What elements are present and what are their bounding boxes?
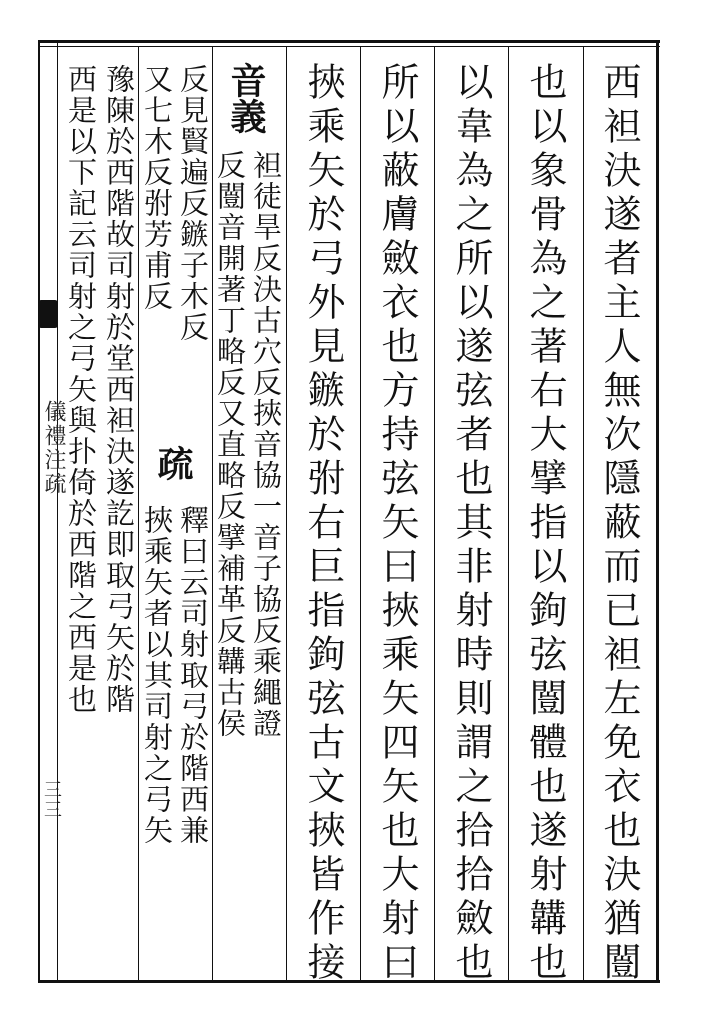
shu-column-e: 挾乘矢者以其司射之弓矢	[140, 505, 174, 846]
left-border	[38, 40, 40, 983]
fore-edge-line	[57, 40, 58, 983]
text-column-5: 挾乘矢於弓外見鏃於弣右巨指鉤弦古文挾皆作接	[301, 62, 345, 986]
column-divider	[360, 46, 361, 980]
book-title: 儀禮注疏	[41, 400, 66, 496]
top-border	[38, 40, 660, 43]
column-divider	[434, 46, 435, 980]
page-number: 三三	[41, 780, 62, 820]
shu-marker: 疏	[152, 445, 194, 481]
column-divider	[286, 46, 287, 980]
text-column-2: 也以象骨為之著右大擘指以鉤弦闓體也遂射韝也	[523, 62, 567, 986]
yinyi-column-c: 反見賢遍反鏃子木反	[176, 64, 210, 343]
shu-column-d: 釋曰云司射取弓於階西兼	[176, 505, 210, 846]
column-divider	[138, 46, 139, 980]
yinyi-column-a: 袒徒旱反決古穴反挾音協一音子協反乘繩證	[249, 150, 283, 739]
fishtail-ornament	[38, 300, 58, 328]
text-column-3: 以韋為之所以遂弦者也其非射時則謂之拾拾斂也	[449, 62, 493, 986]
shu-column-f: 豫陳於西階故司射於堂西袒決遂訖即取弓矢於階	[102, 64, 136, 715]
shu-column-g: 西是以下記云司射之弓矢與扑倚於西階之西是也	[64, 64, 98, 715]
top-border-inner	[38, 46, 660, 47]
yinyi-column-b: 反闓音開著丁略反又直略反擘補革反韝古侯	[213, 150, 247, 739]
right-border	[656, 40, 659, 983]
yinyi-column-d: 又七木反弣芳甫反	[140, 64, 174, 312]
column-divider	[508, 46, 509, 980]
column-divider	[583, 46, 584, 980]
text-column-1: 西袒決遂者主人無次隱蔽而已袒左免衣也決猶闓	[597, 62, 641, 986]
yinyi-marker: 音義	[225, 62, 267, 134]
text-column-4: 所以蔽膚斂衣也方持弦矢曰挾乘矢四矢也大射曰	[375, 62, 419, 986]
